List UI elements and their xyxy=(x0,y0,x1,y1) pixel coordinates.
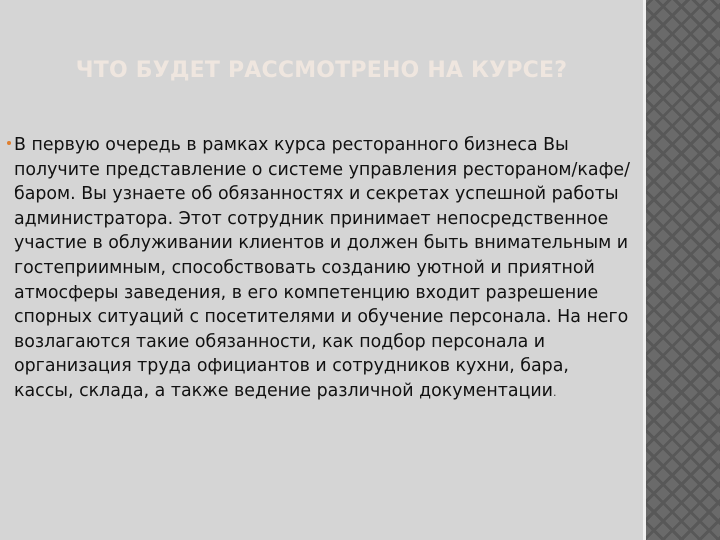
slide-title: ЧТО БУДЕТ РАССМОТРЕНО НА КУРСЕ? xyxy=(75,58,568,83)
bullet-item xyxy=(7,133,633,406)
bullet-icon xyxy=(7,141,11,145)
bullet-text xyxy=(14,133,633,406)
body-end-dot: . xyxy=(552,385,557,399)
decorative-side-pattern xyxy=(643,0,720,540)
body-text: В первую очередь в рамках курса ресторанного бизнеса Вы получите представление о системе управления рестораном/кафе/баром. Вы узнаете об обязанностях и секретах успешной работы администратора. Этот сотрудник принимает непосредственное участие в облуживании клиентов и должен быть внимательным и гостеприимным, способствовать созданию уютной и приятной атмосферы заведения, в его компетенцию входит разрешение спорных ситуаций с посетителями и обучение персонала. На него возлагаются такие обязанности, как подбор персонала и организация труда официантов и сотрудников кухни, бара, кассы, склада, а также ведение различной документации xyxy=(14,135,630,401)
